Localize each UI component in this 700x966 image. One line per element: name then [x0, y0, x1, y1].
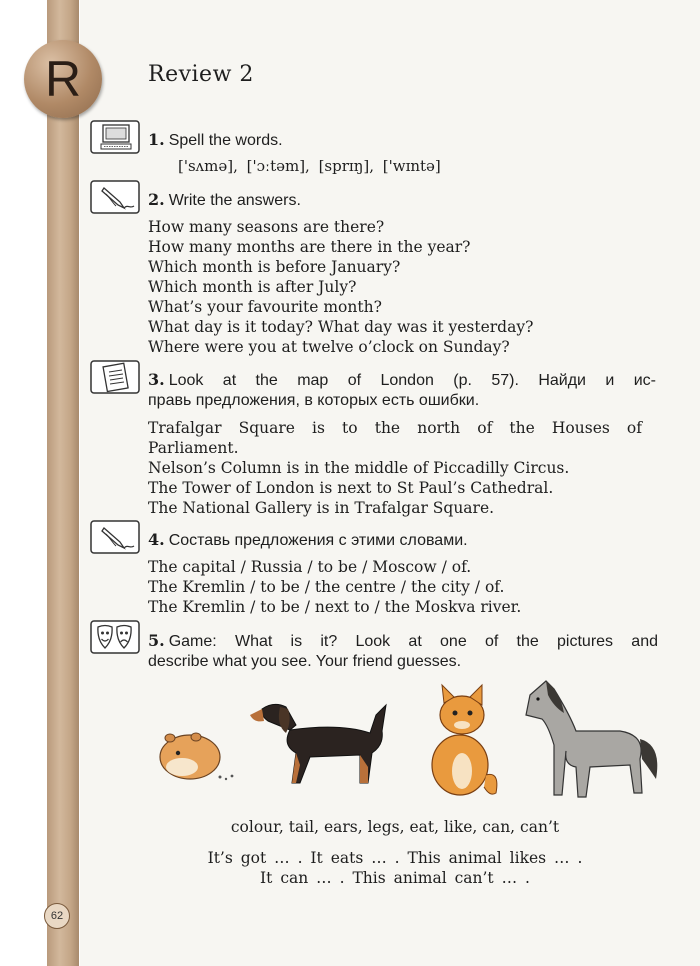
page-title: Review 2 [148, 62, 254, 87]
sentence-line: Nelson’s Column is in the middle of Piccadilly Circus. [148, 459, 570, 477]
question-line: Which month is after July? [148, 278, 357, 296]
phrase-line: The Kremlin / to be / the centre / the city / of. [148, 578, 505, 596]
pen-writing-icon [90, 520, 140, 554]
exercise-1-heading: 1. Spell the words. [148, 130, 283, 149]
notepad-icon [90, 360, 140, 394]
question-line: What day is it today? What day was it yesterday? [148, 318, 534, 336]
question-line: Where were you at twelve o’clock on Sunday? [148, 338, 510, 356]
horse-illustration [526, 681, 657, 797]
animal-illustrations [150, 675, 670, 805]
theatre-masks-icon [90, 620, 140, 654]
page-number: 62 [44, 903, 70, 929]
phrase-line: The capital / Russia / to be / Moscow / of. [148, 558, 472, 576]
exercise-4-heading: 4. Составь предложения с этими словами. [148, 530, 468, 549]
exercise-2-heading: 2. Write the answers. [148, 190, 301, 209]
exercise-4-phrases [148, 557, 521, 617]
question-line: What’s your favourite month? [148, 298, 382, 316]
section-badge [24, 40, 102, 118]
phrase-line: The Kremlin / to be / next to / the Moskva river. [148, 598, 522, 616]
dog-illustration [250, 704, 386, 783]
question-line: How many months are there in the year? [148, 238, 471, 256]
exercise-5-heading: 5. Game: What is it? Look at one of the pictures and describe what you see. Your friend guesses. [148, 631, 658, 670]
question-line: How many seasons are there? [148, 218, 385, 236]
badge-letter: R [44, 51, 82, 107]
cat-illustration [432, 685, 497, 795]
sentence-line: The National Gallery is in Trafalgar Square. [148, 499, 495, 517]
sentence-line: Trafalgar Square is to the north of the Houses of [148, 419, 642, 437]
pen-writing-icon [90, 180, 140, 214]
word-bank: colour, tail, ears, legs, eat, like, can, can’t [230, 818, 560, 836]
sentence-line: The Tower of London is next to St Paul’s Cathedral. [148, 479, 554, 497]
exercise-3-heading: 3. Look at the map of London (p. 57). Найди и ис- правь предложения, в которых есть ошибки. [148, 370, 656, 409]
exercise-2-questions [148, 217, 533, 357]
computer-icon [90, 120, 140, 154]
prompt-line-1: It’s got … . It eats … . This animal likes … . [207, 849, 583, 867]
prompt-line-2: It can … . This animal can’t … . [260, 869, 530, 887]
sentence-line: Parliament. [148, 439, 239, 457]
hamster-illustration [160, 733, 233, 780]
exercise-3-sentences [148, 418, 642, 518]
question-line: Which month is before January? [148, 258, 401, 276]
phonetic-words: ['sʌmə], ['ɔːtəm], [sprɪŋ], ['wɪntə] [178, 157, 441, 175]
